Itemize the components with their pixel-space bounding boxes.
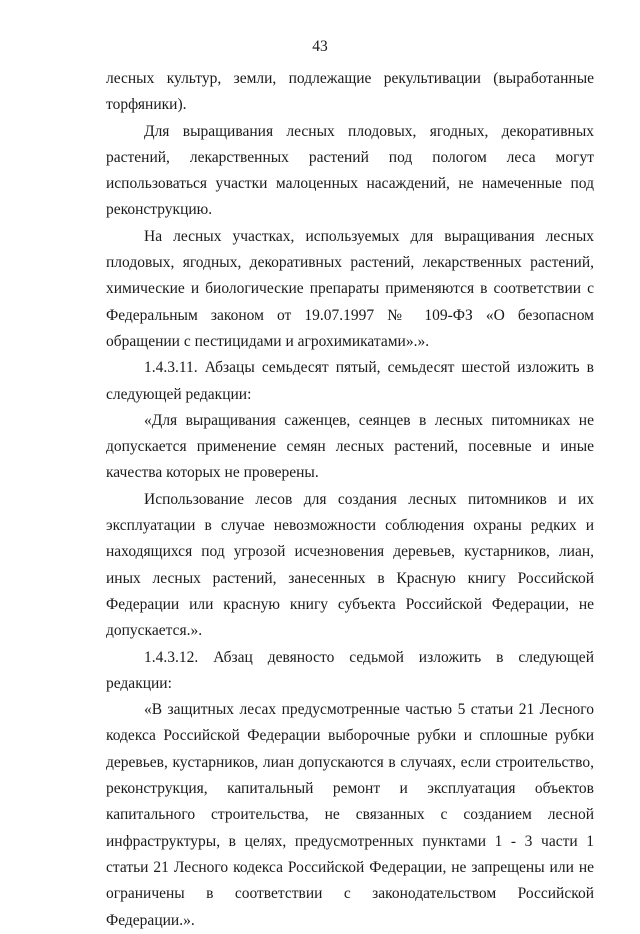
paragraph-clause-1-4-3-11: 1.4.3.11. Абзацы семьдесят пятый, семьдесят шестой изложить в следующей редакции: [106,359,594,403]
paragraph: «Для выращивания саженцев, сеянцев в лесных питомниках не допускается применение семян лесных растений, посевные и иные качества которых не проверены. [106,411,594,482]
paragraph: Для выращивания лесных плодовых, ягодных, декоративных растений, лекарственных растений под пологом леса могут использоваться участки малоценных насаждений, не намеченные под реконструкцию. [106,122,594,219]
paragraph: Использование лесов для создания лесных питомников и их эксплуатации в случае невозможности соблюдения охраны редких и находящихся под угрозой исчезновения деревьев, кустарников, лиан, иных лесных растений, занесенных в Красную книгу Российской Федерации или красную книгу субъекта Российской Федерации, не допускается.». [106,490,594,640]
paragraph: «В защитных лесах предусмотренные частью 5 статьи 21 Лесного кодекса Российской Федерации выборочные рубки и сплошные рубки деревьев, кустарников, лиан допускаются в случаях, если строительство, реконструкция, капитальный ремонт и эксплуатация объектов капитального строительства, не связанных с созданием лесной инфраструктуры, в целях, предусмотренных пунктами 1 - 3 части 1 статьи 21 Лесного кодекса Российской Федерации, не запрещены или не ограничены в соответствии с законодательством Российской Федерации.». [106,701,594,929]
paragraph: На лесных участках, используемых для выращивания лесных плодовых, ягодных, декоративных растений, лекарственных растений, химические и биологические препараты применяются в соответствии с Федеральным законом от 19.07.1997 № 109-ФЗ «О безопасном обращении с пестицидами и агрохимикатами».». [106,227,594,350]
paragraph-clause-1-4-3-12: 1.4.3.12. Абзац девяносто седьмой изложить в следующей редакции: [106,648,594,692]
document-body [106,66,594,934]
page-number: 43 [312,38,328,55]
paragraph-continuation: лесных культур, земли, подлежащие рекультивации (выработанные торфяники). [106,70,594,114]
